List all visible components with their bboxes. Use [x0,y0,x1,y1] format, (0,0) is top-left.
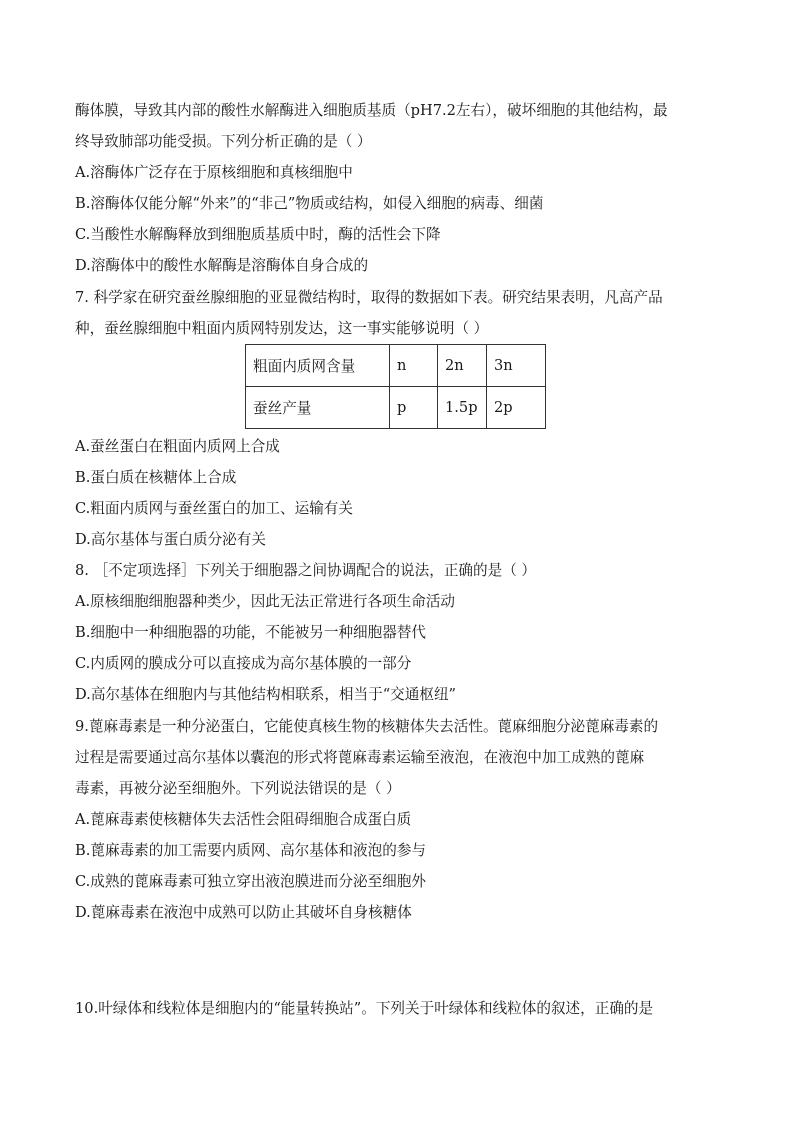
table-cell: 2n [438,345,487,387]
q9-stem-line-2: 过程是需要通过高尔基体以囊泡的形式将蓖麻毒素运输至液泡，在液泡中加工成熟的蓖麻 [75,749,645,766]
q6-stem-line-2: 终导致肺部功能受损。下列分析正确的是（ ） [75,133,372,150]
q9-option-b: B.蓖麻毒素的加工需要内质网、高尔基体和液泡的参与 [75,842,427,859]
q7-stem-line-2: 种，蚕丝腺细胞中粗面内质网特别发达，这一事实能够说明（ ） [75,320,489,337]
q6-option-c: C.当酸性水解酶释放到细胞质基质中时，酶的活性会下降 [75,226,441,243]
silk-gland-data-table [245,344,546,429]
table-cell: 1.5p [438,387,487,429]
q6-option-b: B.溶酶体仅能分解“外来”的“非己”物质或结构，如侵入细胞的病毒、细菌 [75,195,544,212]
q6-stem-line-1: 酶体膜，导致其内部的酸性水解酶进入细胞质基质（pH7.2左右），破坏细胞的其他结构，最 [75,102,668,119]
q7-option-a: A.蚕丝蛋白在粗面内质网上合成 [75,438,280,455]
q7-option-d: D.高尔基体与蛋白质分泌有关 [75,531,266,548]
q10-stem-line-1: 10.叶绿体和线粒体是细胞内的“能量转换站”。下列关于叶绿体和线粒体的叙述，正确的是 [75,1000,654,1017]
table-cell: 3n [487,345,546,387]
q8-option-d: D.高尔基体在细胞内与其他结构相联系，相当于“交通枢纽” [75,686,456,703]
q6-option-d: D.溶酶体中的酸性水解酶是溶酶体自身合成的 [75,257,369,274]
q7-option-c: C.粗面内质网与蚕丝蛋白的加工、运输有关 [75,500,353,517]
q9-option-a: A.蓖麻毒素使核糖体失去活性会阻碍细胞合成蛋白质 [75,811,412,828]
q7-option-b: B.蛋白质在核糖体上合成 [75,469,237,486]
q9-option-d: D.蓖麻毒素在液泡中成熟可以防止其破坏自身核糖体 [75,904,412,921]
table-cell: 2p [487,387,546,429]
q6-option-a: A.溶酶体广泛存在于原核细胞和真核细胞中 [75,164,353,181]
q9-stem-line-1: 9.蓖麻毒素是一种分泌蛋白，它能使真核生物的核糖体失去活性。蓖麻细胞分泌蓖麻毒素的 [75,718,659,735]
table-cell: 蚕丝产量 [246,387,390,429]
q9-stem-line-3: 毒素，再被分泌至细胞外。下列说法错误的是（ ） [75,780,401,797]
table-cell: n [390,345,438,387]
table-row [246,387,546,429]
q8-stem: 8. ［不定项选择］下列关于细胞器之间协调配合的说法，正确的是（ ） [75,562,537,579]
table-cell: 粗面内质网含量 [246,345,390,387]
q8-option-b: B.细胞中一种细胞器的功能，不能被另一种细胞器替代 [75,624,427,641]
q8-option-c: C.内质网的膜成分可以直接成为高尔基体膜的一部分 [75,655,412,672]
table-row [246,345,546,387]
q7-stem-line-1: 7. 科学家在研究蚕丝腺细胞的亚显微结构时，取得的数据如下表。研究结果表明，凡高产品 [75,289,663,306]
q9-option-c: C.成熟的蓖麻毒素可独立穿出液泡膜进而分泌至细胞外 [75,873,426,890]
q8-option-a: A.原核细胞细胞器种类少，因此无法正常进行各项生命活动 [75,593,456,610]
table-cell: p [390,387,438,429]
